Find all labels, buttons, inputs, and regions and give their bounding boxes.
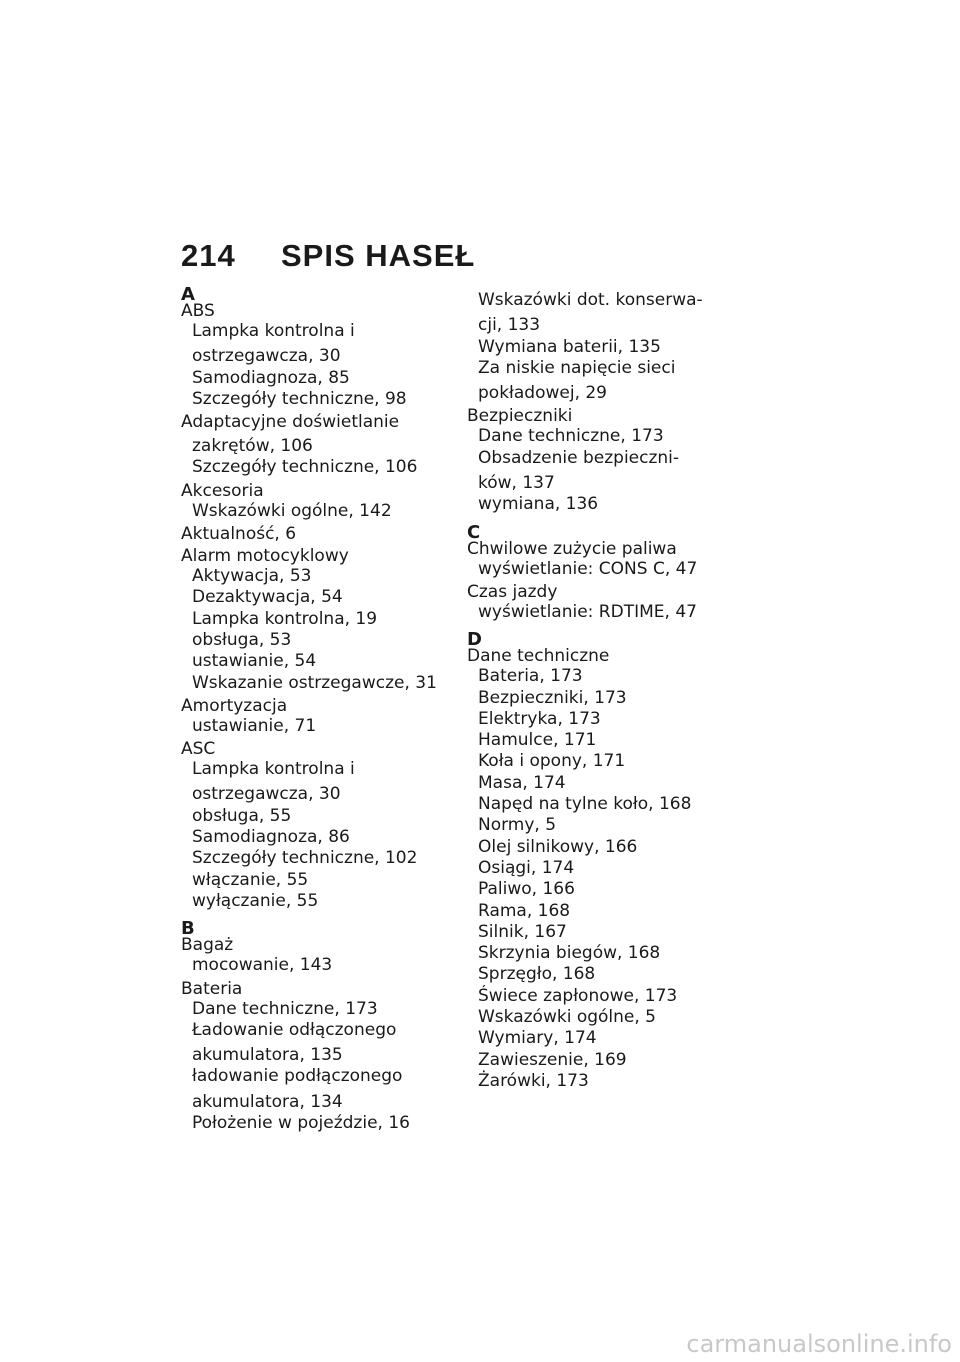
index-subentry: Lampka kontrolna, 19 — [192, 608, 378, 629]
index-subentry: akumulatora, 134 — [192, 1091, 343, 1112]
index-entry: Bateria — [181, 978, 243, 999]
index-subentry: pokładowej, 29 — [478, 383, 608, 404]
index-subentry: Lampka kontrolna i — [192, 759, 355, 780]
index-subentry: Bateria, 173 — [478, 666, 583, 687]
index-subentry: Osiągi, 174 — [478, 857, 575, 878]
index-column-left — [181, 284, 451, 1134]
index-subentry: ostrzegawcza, 30 — [192, 784, 341, 805]
index-subentry: Szczegóły techniczne, 106 — [192, 457, 418, 478]
index-column-right — [467, 290, 737, 1092]
page-number: 214 — [181, 238, 236, 273]
index-entry: Alarm motocyklowy — [181, 546, 349, 567]
index-subentry: Świece zapłonowe, 173 — [478, 985, 678, 1006]
index-subentry: Szczegóły techniczne, 102 — [192, 848, 418, 869]
index-subentry: Wymiary, 174 — [478, 1028, 597, 1049]
index-subentry: wyświetlanie: RDTIME, 47 — [478, 601, 697, 622]
index-subentry: Silnik, 167 — [478, 921, 567, 942]
index-subentry: Hamulce, 171 — [478, 730, 597, 751]
index-entry: Adaptacyjne doświetlanie — [181, 412, 400, 433]
index-subentry: Ładowanie odłączonego — [192, 1019, 397, 1040]
index-subentry: Bezpieczniki, 173 — [478, 687, 627, 708]
index-subentry: Obsadzenie bezpieczni- — [478, 447, 680, 468]
index-subentry: Żarówki, 173 — [478, 1070, 589, 1091]
index-subentry: Koła i opony, 171 — [478, 751, 626, 772]
index-subentry: cji, 133 — [478, 315, 541, 336]
index-subentry: Wskazówki ogólne, 5 — [478, 1007, 657, 1028]
index-subentry: Masa, 174 — [478, 772, 566, 793]
index-entry: Bagaż — [181, 935, 234, 956]
index-entry: Chwilowe zużycie paliwa — [467, 538, 677, 559]
index-entry: Dane techniczne — [467, 646, 610, 667]
index-subentry: mocowanie, 143 — [192, 955, 333, 976]
index-subentry: Wskazanie ostrzegawcze, 31 — [192, 672, 437, 693]
index-subentry: Za niskie napięcie sieci — [478, 357, 676, 378]
index-letter: C — [467, 521, 481, 543]
index-letter: B — [181, 918, 195, 940]
index-subentry: Położenie w pojeździe, 16 — [192, 1113, 410, 1134]
index-subentry: Napęd na tylne koło, 168 — [478, 794, 692, 815]
index-subentry: ostrzegawcza, 30 — [192, 346, 341, 367]
index-entry: Czas jazdy — [467, 581, 558, 602]
index-subentry: zakrętów, 106 — [192, 436, 313, 457]
index-subentry: włączanie, 55 — [192, 869, 309, 890]
index-subentry: Lampka kontrolna i — [192, 321, 355, 341]
page-title: SPIS HASEŁ — [281, 238, 476, 273]
index-subentry: Aktywacja, 53 — [192, 566, 312, 587]
index-entry: ABS — [181, 301, 215, 321]
index-subentry: Szczegóły techniczne, 98 — [192, 388, 407, 409]
index-subentry: Samodiagnoza, 86 — [192, 827, 350, 848]
index-subentry: akumulatora, 135 — [192, 1045, 343, 1066]
index-subentry: wymiana, 136 — [478, 494, 599, 515]
index-subentry: Elektryka, 173 — [478, 708, 601, 729]
index-subentry: ładowanie podłączonego — [192, 1066, 403, 1087]
index-subentry: obsługa, 53 — [192, 629, 292, 650]
index-subentry: Dane techniczne, 173 — [192, 998, 378, 1019]
index-subentry: Wymiana baterii, 135 — [478, 336, 661, 357]
index-subentry: Paliwo, 166 — [478, 879, 575, 900]
page-header — [181, 238, 475, 278]
index-entry: Aktualność, 6 — [181, 524, 297, 545]
index-subentry: Samodiagnoza, 85 — [192, 367, 350, 388]
watermark: carmanualsonline.info — [686, 1330, 952, 1358]
index-subentry: Dane techniczne, 173 — [478, 426, 664, 447]
index-subentry: Dezaktywacja, 54 — [192, 587, 343, 608]
index-entry: Amortyzacja — [181, 695, 288, 716]
index-subentry: Normy, 5 — [478, 815, 557, 836]
index-subentry: Sprzęgło, 168 — [478, 964, 596, 985]
index-entry: ASC — [181, 739, 216, 760]
index-subentry: ustawianie, 54 — [192, 651, 317, 672]
index-subentry: Wskazówki dot. konserwa- — [478, 290, 703, 310]
index-subentry: Wskazówki ogólne, 142 — [192, 500, 392, 521]
index-subentry: Skrzynia biegów, 168 — [478, 943, 661, 964]
index-letter: A — [181, 284, 195, 305]
index-subentry: ustawianie, 71 — [192, 715, 317, 736]
index-subentry: wyświetlanie: CONS C, 47 — [478, 558, 698, 579]
index-subentry: Olej silnikowy, 166 — [478, 836, 638, 857]
index-entry: Bezpieczniki — [467, 406, 573, 427]
index-entry: Akcesoria — [181, 480, 264, 501]
index-subentry: wyłączanie, 55 — [192, 890, 319, 911]
index-subentry: ków, 137 — [478, 473, 555, 494]
index-subentry: Zawieszenie, 169 — [478, 1049, 627, 1070]
index-letter: D — [467, 629, 482, 651]
index-subentry: Rama, 168 — [478, 900, 571, 921]
index-subentry: obsługa, 55 — [192, 805, 292, 826]
